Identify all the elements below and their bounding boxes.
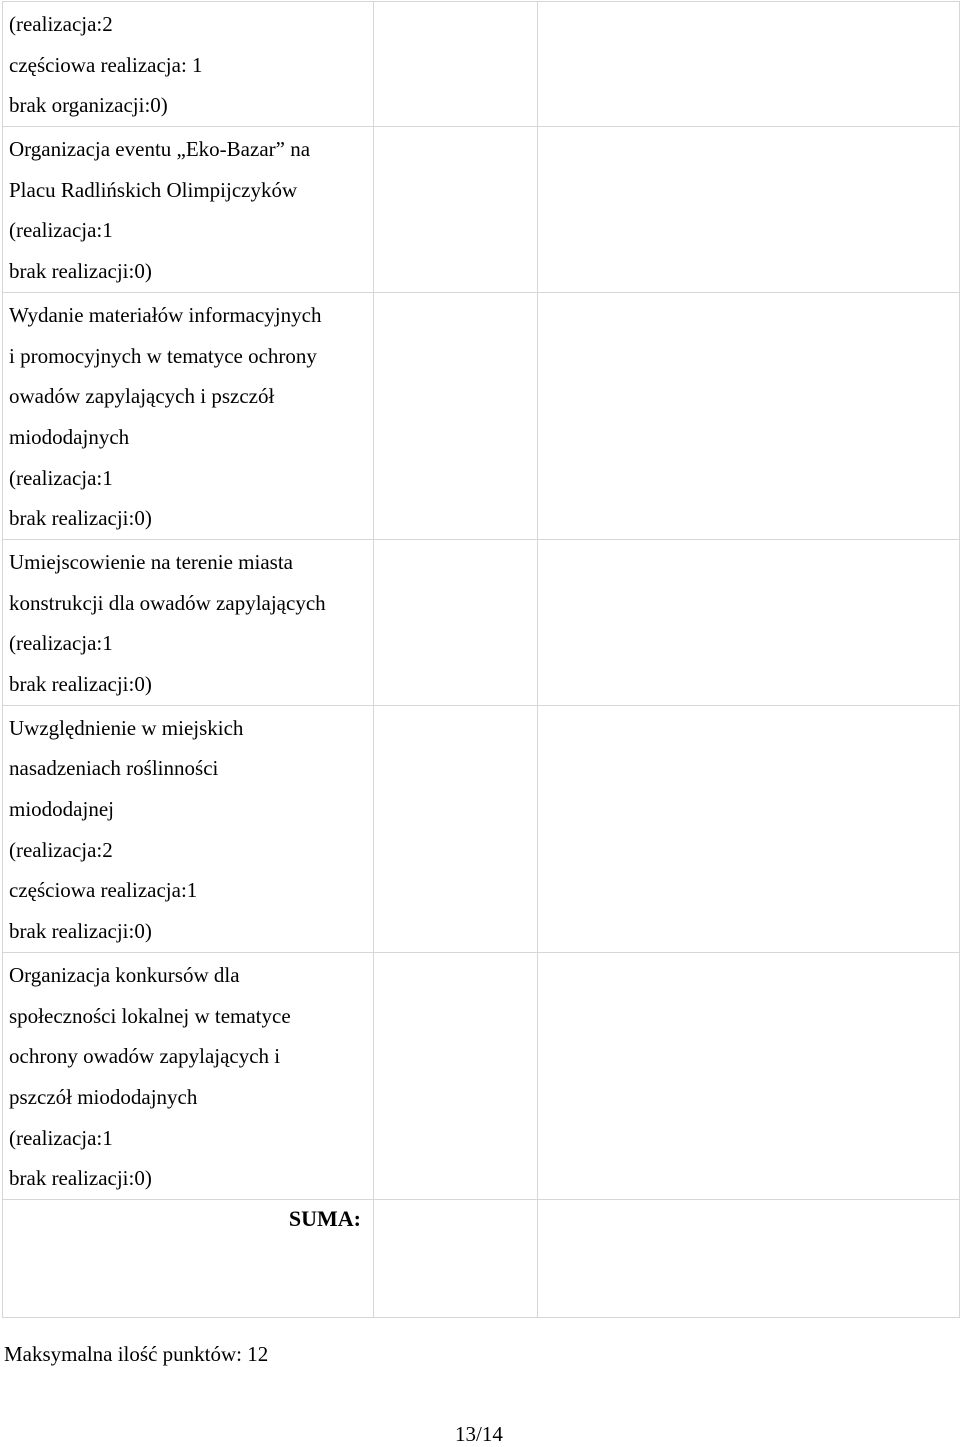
task-description-cell bbox=[3, 292, 374, 539]
task-text-line: miododajnych bbox=[9, 424, 130, 449]
points-cell bbox=[374, 539, 538, 705]
notes-cell bbox=[538, 2, 960, 127]
task-description-cell bbox=[3, 952, 374, 1199]
max-points-text: Maksymalna ilość punktów: 12 bbox=[4, 1342, 269, 1366]
task-text-line: częściowa realizacja:1 bbox=[9, 878, 198, 903]
points-cell bbox=[374, 127, 538, 293]
task-text-line: (realizacja:2 bbox=[9, 837, 113, 862]
task-text-line: konstrukcji dla owadów zapylających bbox=[9, 590, 326, 615]
table-row bbox=[3, 952, 960, 1199]
task-text-line: Organizacja konkursów dla bbox=[9, 962, 240, 987]
task-text-line: brak realizacji:0) bbox=[9, 506, 152, 531]
sum-row bbox=[3, 1199, 960, 1317]
table-row bbox=[3, 127, 960, 293]
task-text-line: Organizacja eventu „Eko-Bazar” na bbox=[9, 137, 311, 162]
task-text-line: Wydanie materiałów informacyjnych bbox=[9, 302, 322, 327]
evaluation-table bbox=[2, 1, 960, 1318]
task-text-line: ochrony owadów zapylających i bbox=[9, 1044, 281, 1069]
task-description-cell bbox=[3, 705, 374, 952]
sum-label: SUMA: bbox=[288, 1205, 361, 1231]
task-text-line: pszczół miododajnych bbox=[9, 1084, 198, 1109]
notes-cell bbox=[538, 127, 960, 293]
task-text-line: nasadzeniach roślinności bbox=[9, 756, 219, 781]
task-text-line: społeczności lokalnej w tematyce bbox=[9, 1003, 291, 1028]
task-text-line: Placu Radlińskich Olimpijczyków bbox=[9, 177, 298, 202]
task-description-cell bbox=[3, 2, 374, 127]
task-text-line: częściowa realizacja: 1 bbox=[9, 52, 203, 77]
points-cell bbox=[374, 705, 538, 952]
task-text-line: owadów zapylających i pszczół bbox=[9, 384, 275, 409]
sum-label-cell bbox=[3, 1199, 374, 1317]
task-text-line: (realizacja:1 bbox=[9, 465, 113, 490]
notes-cell bbox=[538, 952, 960, 1199]
task-text-line: (realizacja:2 bbox=[9, 12, 113, 36]
points-cell bbox=[374, 952, 538, 1199]
task-description-cell bbox=[3, 539, 374, 705]
task-text-line: brak realizacji:0) bbox=[9, 919, 152, 944]
task-text-line: (realizacja:1 bbox=[9, 1125, 113, 1150]
task-text-line: brak organizacji:0) bbox=[9, 93, 168, 118]
task-text-line: brak realizacji:0) bbox=[9, 672, 152, 696]
page-number: 13/14 bbox=[455, 1422, 503, 1446]
task-text-line: miododajnej bbox=[9, 797, 114, 822]
task-text-line: (realizacja:1 bbox=[9, 631, 113, 656]
points-cell bbox=[374, 292, 538, 539]
task-text-line: Uwzględnienie w miejskich bbox=[9, 715, 244, 740]
notes-cell bbox=[538, 539, 960, 705]
task-description-cell bbox=[3, 127, 374, 293]
table-row bbox=[3, 292, 960, 539]
task-text-line: (realizacja:1 bbox=[9, 218, 113, 243]
sum-notes-cell bbox=[538, 1199, 960, 1317]
table-row bbox=[3, 705, 960, 952]
table-row bbox=[3, 2, 960, 127]
task-text-line: brak realizacji:0) bbox=[9, 259, 152, 284]
evaluation-table-frame bbox=[2, 1, 959, 1298]
task-text-line: brak realizacji:0) bbox=[9, 1166, 152, 1191]
notes-cell bbox=[538, 292, 960, 539]
points-cell bbox=[374, 2, 538, 127]
task-text-line: Umiejscowienie na terenie miasta bbox=[9, 549, 293, 574]
task-text-line: i promocyjnych w tematyce ochrony bbox=[9, 343, 317, 368]
notes-cell bbox=[538, 705, 960, 952]
sum-points-cell bbox=[374, 1199, 538, 1317]
table-row bbox=[3, 539, 960, 705]
